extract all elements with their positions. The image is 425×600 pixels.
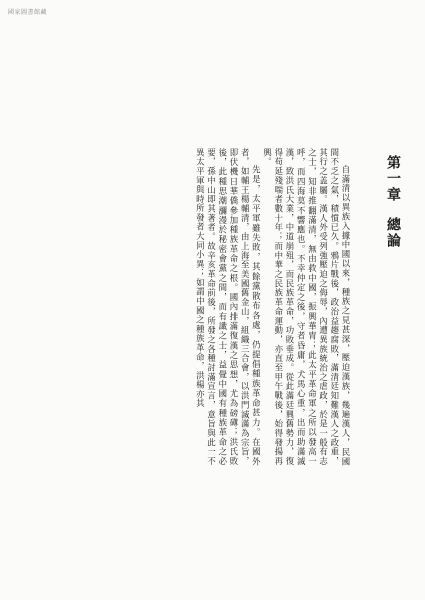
paragraph-2: 先是，太平軍雖失敗，其餘黨散布各處，仍提倡種族革命甚力。在國外者，如輔王楊輔清，由上海至美國舊金山，組織三合會，以洪門滅滿為宗旨，即伏機日華僑參加種族革命之根。國內排滿復漢之思想，尤為磅礡；洪氏敗後，此種思潮瀰漫於秘密會黨之間，而有識之士，益覺中國有種族革命之必要，孫中山即其著者。故辛亥革命前後，所發之各種討滿宣言，意旨與此一不異太平軍與時所發者大同小異；如謂中國之種族革命，洪楊亦其 xyxy=(195,148,262,466)
chapter-title: 總論 xyxy=(385,217,401,249)
chapter-number: 第一章 xyxy=(385,155,401,203)
body-text xyxy=(51,148,351,466)
library-stamp: 國家圖書館藏 xyxy=(8,9,48,16)
chapter-heading xyxy=(383,155,403,275)
paragraph-1: 自滿清以異族入據中國以來，種族之見甚深，壓迫漢族，幾遍漢人，民國間不乏之氣，積憤已久。鴉片戰後，政治益趨腐敗，滿清廷知難漢人之政重，其行之盖屬。漢人外受列強壓迫之侮辱，內遭異族統治之虐政，於是一般有志之士，知非推翻滿清，無由救中國，振興華胄；此太平革命軍之所以發高一呼，而四海莫不響應也。不幸仲定之後，守者昏庸，犬馬心重，出而助滿滅漢，致洪氏大業，中道崩殂，而民族革命，功敗垂成。從此滿廷興舊勢力，復得苟延殘喘者數十年；而中華之民族革命運動，亦直至甲午戰後，始得發揚再興。 xyxy=(262,148,351,466)
